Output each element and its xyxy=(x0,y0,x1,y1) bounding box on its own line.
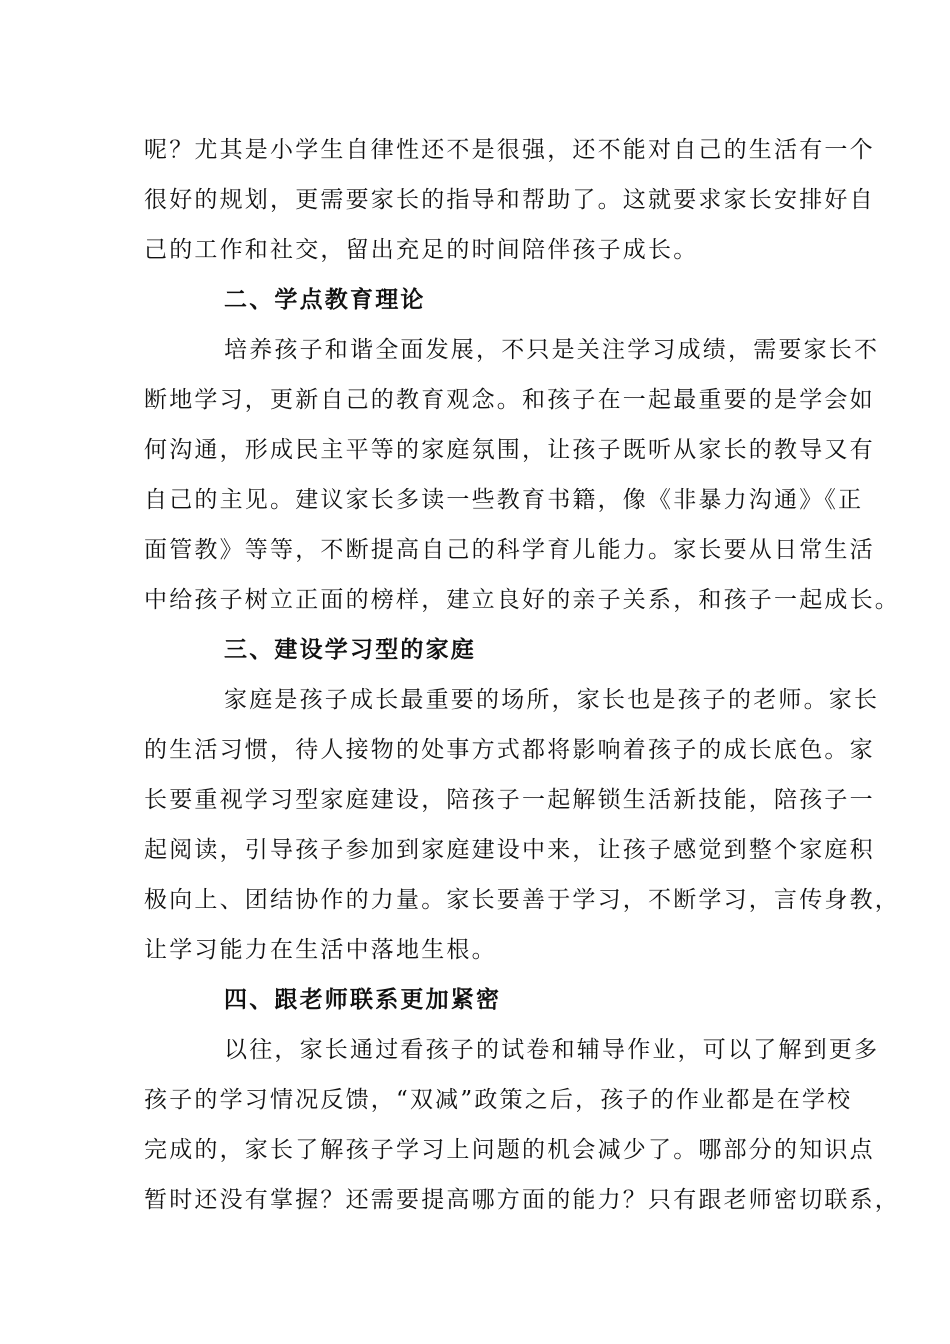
paragraph-line: 己的工作和社交，留出充足的时间陪伴孩子成长。 xyxy=(144,237,699,263)
paragraph-line: 孩子的学习情况反馈，“双减”政策之后，孩子的作业都是在学校 xyxy=(144,1087,853,1113)
paragraph-line: 自己的主见。建议家长多读一些教育书籍，像《非暴力沟通》《正 xyxy=(144,487,864,513)
paragraph-line: 断地学习，更新自己的教育观念。和孩子在一起最重要的是学会如 xyxy=(144,387,875,413)
paragraph-line: 以往，家长通过看孩子的试卷和辅导作业，可以了解到更多 xyxy=(224,1037,880,1063)
paragraph-line: 暂时还没有掌握？还需要提高哪方面的能力？只有跟老师密切联系， xyxy=(144,1187,900,1213)
paragraph-line: 完成的，家长了解孩子学习上问题的机会减少了。哪部分的知识点 xyxy=(144,1137,875,1163)
paragraph-line: 呢？尤其是小学生自律性还不是很强，还不能对自己的生活有一个 xyxy=(144,137,875,163)
paragraph-line: 让学习能力在生活中落地生根。 xyxy=(144,937,497,963)
paragraph-line: 家庭是孩子成长最重要的场所，家长也是孩子的老师。家长 xyxy=(224,687,880,713)
section-heading-4: 四、跟老师联系更加紧密 xyxy=(224,986,502,1013)
paragraph-line: 长要重视学习型家庭建设，陪孩子一起解锁生活新技能，陪孩子一 xyxy=(144,787,875,813)
paragraph-line: 很好的规划，更需要家长的指导和帮助了。这就要求家长安排好自 xyxy=(144,187,875,213)
paragraph-line: 中给孩子树立正面的榜样，建立良好的亲子关系，和孩子一起成长。 xyxy=(144,587,900,613)
paragraph-line: 培养孩子和谐全面发展，不只是关注学习成绩，需要家长不 xyxy=(224,337,880,363)
paragraph-line: 的生活习惯，待人接物的处事方式都将影响着孩子的成长底色。家 xyxy=(144,737,875,763)
paragraph-line: 极向上、团结协作的力量。家长要善于学习，不断学习，言传身教， xyxy=(144,887,900,913)
section-heading-2: 二、学点教育理论 xyxy=(224,286,426,313)
paragraph-line: 何沟通，形成民主平等的家庭氛围，让孩子既听从家长的教导又有 xyxy=(144,437,875,463)
section-heading-3: 三、建设学习型的家庭 xyxy=(224,636,476,663)
paragraph-line: 面管教》等等，不断提高自己的科学育儿能力。家长要从日常生活 xyxy=(144,537,875,563)
paragraph-line: 起阅读，引导孩子参加到家庭建设中来，让孩子感觉到整个家庭积 xyxy=(144,837,875,863)
